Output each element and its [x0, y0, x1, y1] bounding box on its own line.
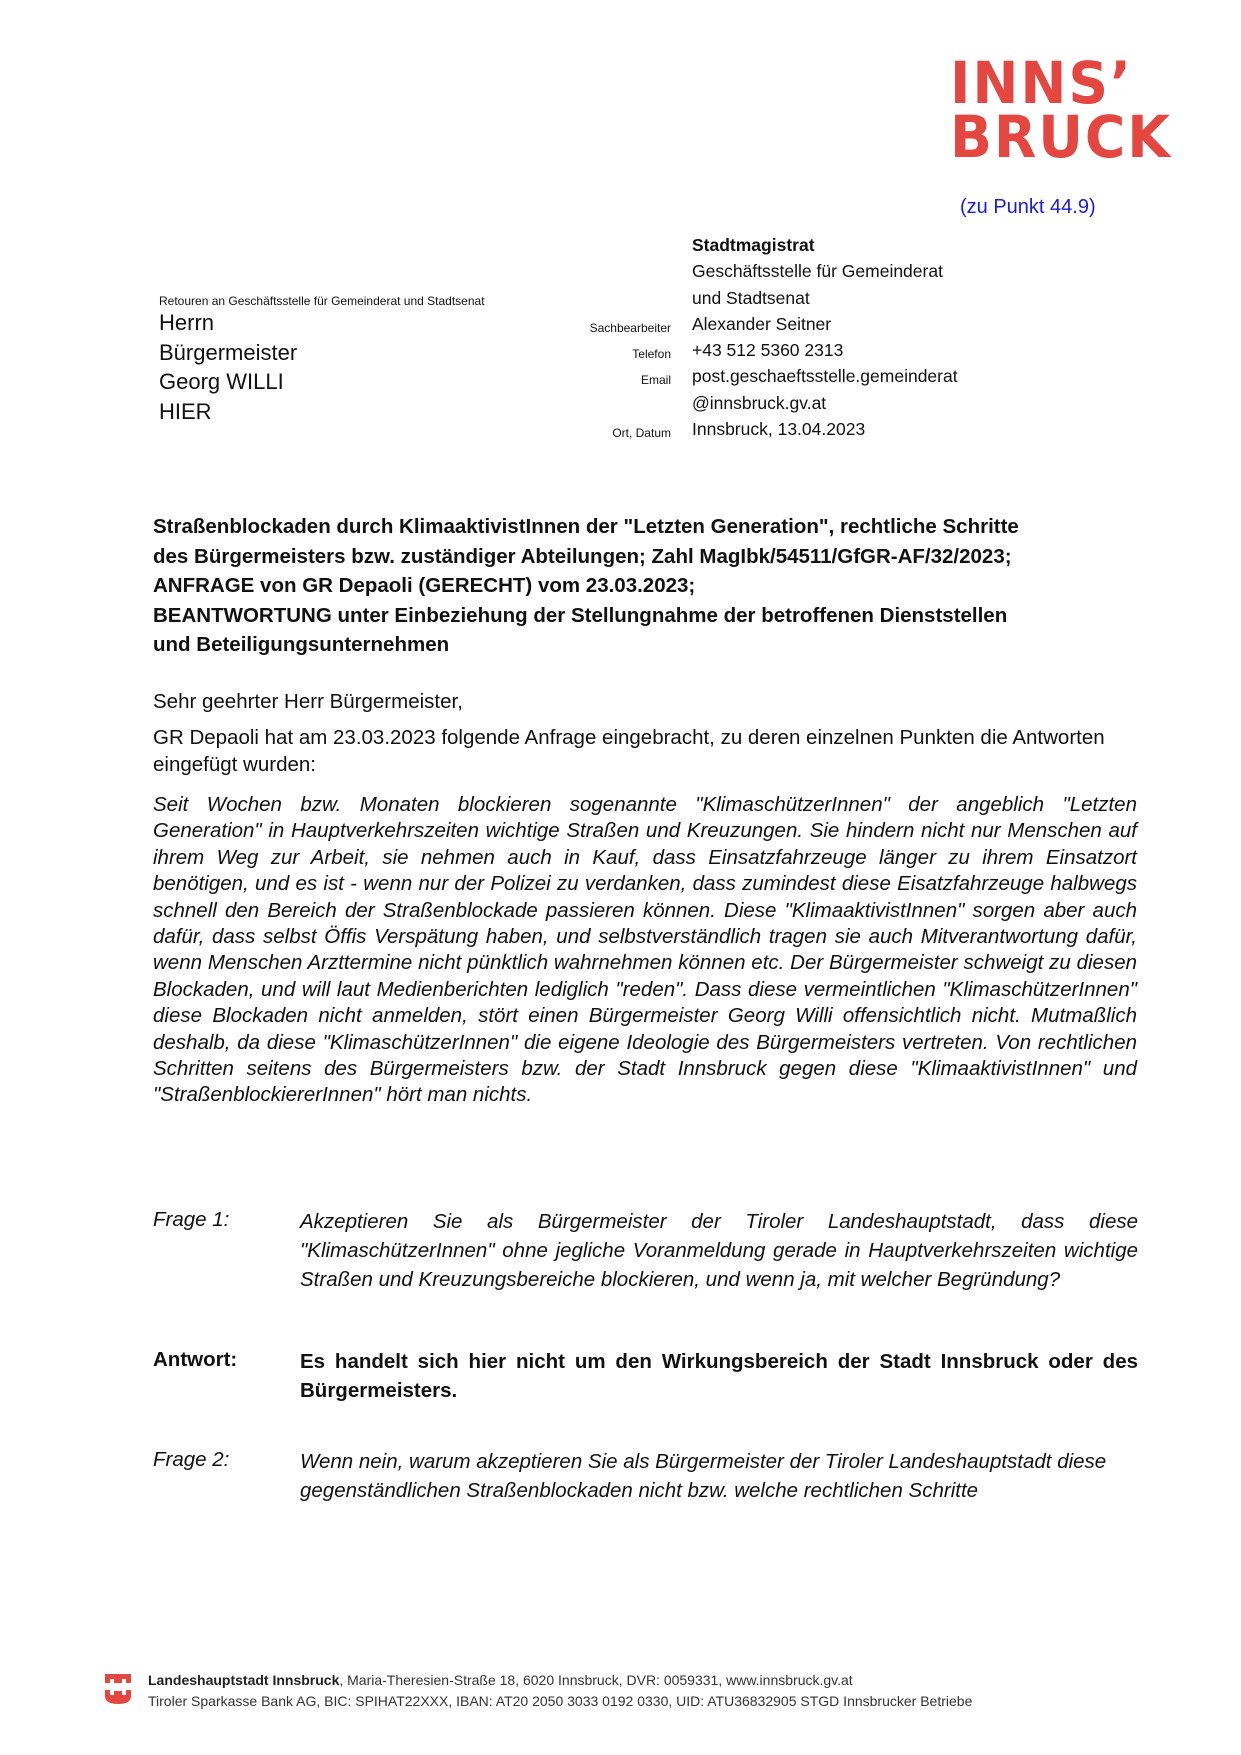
sender-email-line-2: @innsbruck.gv.at — [692, 392, 827, 413]
agenda-reference: (zu Punkt 44.9) — [960, 196, 1096, 218]
label-phone: Telefon — [632, 347, 671, 361]
subject-line-2: des Bürgermeisters bzw. zuständiger Abteilungen; Zahl MagIbk/54511/GfGR-AF/32/2023; — [153, 544, 1012, 568]
subject-line-5: und Beteiligungsunternehmen — [153, 633, 450, 656]
subject-line-4: BEANTWORTUNG unter Einbeziehung der Stellungnahme der betroffenen Dienststellen — [153, 603, 1008, 627]
question-2-text: Wenn nein, warum akzeptieren Sie als Bürgermeister der Tiroler Landeshauptstadt diese gegenständlichen Straßenblockaden nicht bzw. welche rechtlichen Schritte — [300, 1450, 1107, 1502]
sender-block — [692, 232, 958, 442]
sender-dept-line-2: und Stadtsenat — [692, 287, 810, 308]
answer-1-label: Antwort: — [153, 1348, 238, 1371]
answer-1-text: Es handelt sich hier nicht um den Wirkungsbereich der Stadt Innsbruck oder des Bürgermeisters. — [300, 1350, 1138, 1402]
footer-org-name: Landeshauptstadt Innsbruck — [148, 1672, 340, 1688]
sender-dept-line-1: Geschäftsstelle für Gemeinderat — [692, 261, 943, 282]
sender-place-date: Innsbruck, 13.04.2023 — [692, 419, 866, 440]
recipient-line-2: Bürgermeister — [159, 339, 298, 365]
question-1-text: Akzeptieren Sie als Bürgermeister der Tiroler Landeshauptstadt, dass diese "KlimaschützerInnen" ohne jegliche Voranmeldung gerade in Hauptverkehrszeiten wichtige Straßen und Kreuzungsbereiche blockieren, und wenn ja, mit welcher Begründung? — [300, 1210, 1138, 1291]
question-2-label: Frage 2: — [153, 1448, 230, 1471]
recipient-line-4: HIER — [159, 398, 212, 424]
logo-line-1: INNS’ — [950, 49, 1133, 117]
footer-line-1 — [148, 1670, 972, 1691]
return-address: Retouren an Geschäftsstelle für Gemeinderat und Stadtsenat — [159, 294, 485, 308]
salutation: Sehr geehrter Herr Bürgermeister, — [153, 690, 463, 713]
logo-line-2: BRUCK — [950, 103, 1172, 171]
sender-org: Stadtmagistrat — [692, 235, 815, 255]
subject-line-1: Straßenblockaden durch KlimaaktivistInnen der "Letzten Generation", rechtliche Schritte — [153, 515, 1019, 538]
footer-line-2: Tiroler Sparkasse Bank AG, BIC: SPIHAT22XXX, IBAN: AT20 2050 3033 0192 0330, UID: ATU36832905 STGD Innsbrucker Betriebe — [148, 1693, 973, 1709]
innsbruck-logo — [950, 49, 1178, 171]
inquiry-text: Seit Wochen bzw. Monaten blockieren sogenannte "KlimaschützerInnen" der angeblich "Letzten Generation" in Hauptverkehrszeiten wichtige Straßen und Kreuzungen. Sie hindern nicht nur Menschen auf ihrem Weg zur Arbeit, sie nehmen auch in Kauf, dass Einsatzfahrzeuge länger zu ihrem Einsatzort benötigen, und es ist - wenn nur der Polizei zu verdanken, dass zumindest diese Eisatzfahrzeuge halbwegs schnell den Bereich der Straßenblockade passieren können. Diese "KlimaaktivistInnen" sorgen aber auch dafür, dass selbst Öffis Verspätung haben, und selbstverständlich tragen sie auch Mitverantwortung dafür, wenn Menschen Arzttermine nicht pünktlich wahrnehmen können etc. Der Bürgermeister schweigt zu diesen Blockaden, und will laut Medienberichten lediglich "reden". Dass diese vermeintlichen "KlimaschützerInnen" diese Blockaden nicht anmelden, stört einen Bürgermeister Georg Willi offensichtlich nicht. Mutmaßlich deshalb, da diese "KlimaschützerInnen" die eigene Ideologie des Bürgermeisters vertreten. Von rechtlichen Schritten seitens des Bürgermeisters bzw. der Stadt Innsbruck gegen diese "KlimaaktivistInnen" und "StraßenblockiererInnen" hört man nichts. — [153, 793, 1137, 1107]
recipient-line-1: Herrn — [159, 310, 215, 335]
subject-heading — [153, 512, 1138, 660]
question-1-label: Frage 1: — [153, 1208, 230, 1231]
footer — [148, 1670, 972, 1712]
sender-phone: +43 512 5360 2313 — [692, 340, 844, 361]
innsbruck-coat-of-arms-icon — [103, 1670, 133, 1706]
recipient-address — [159, 308, 297, 426]
label-clerk: Sachbearbeiter — [589, 321, 671, 335]
footer-address: , Maria-Theresien-Straße 18, 6020 Innsbruck, DVR: 0059331, www.innsbruck.gv.at — [339, 1672, 853, 1688]
sender-email-line-1: post.geschaeftsstelle.gemeinderat — [692, 366, 958, 387]
intro-paragraph: GR Depaoli hat am 23.03.2023 folgende Anfrage eingebracht, zu deren einzelnen Punkten die Antworten eingefügt wurden: — [153, 726, 1105, 776]
subject-line-3: ANFRAGE von GR Depaoli (GERECHT) vom 23.03.2023; — [153, 574, 696, 597]
label-place-date: Ort, Datum — [612, 426, 671, 440]
label-email: Email — [640, 373, 671, 387]
sender-clerk: Alexander Seitner — [692, 313, 832, 334]
recipient-line-3: Georg WILLI — [159, 369, 284, 394]
